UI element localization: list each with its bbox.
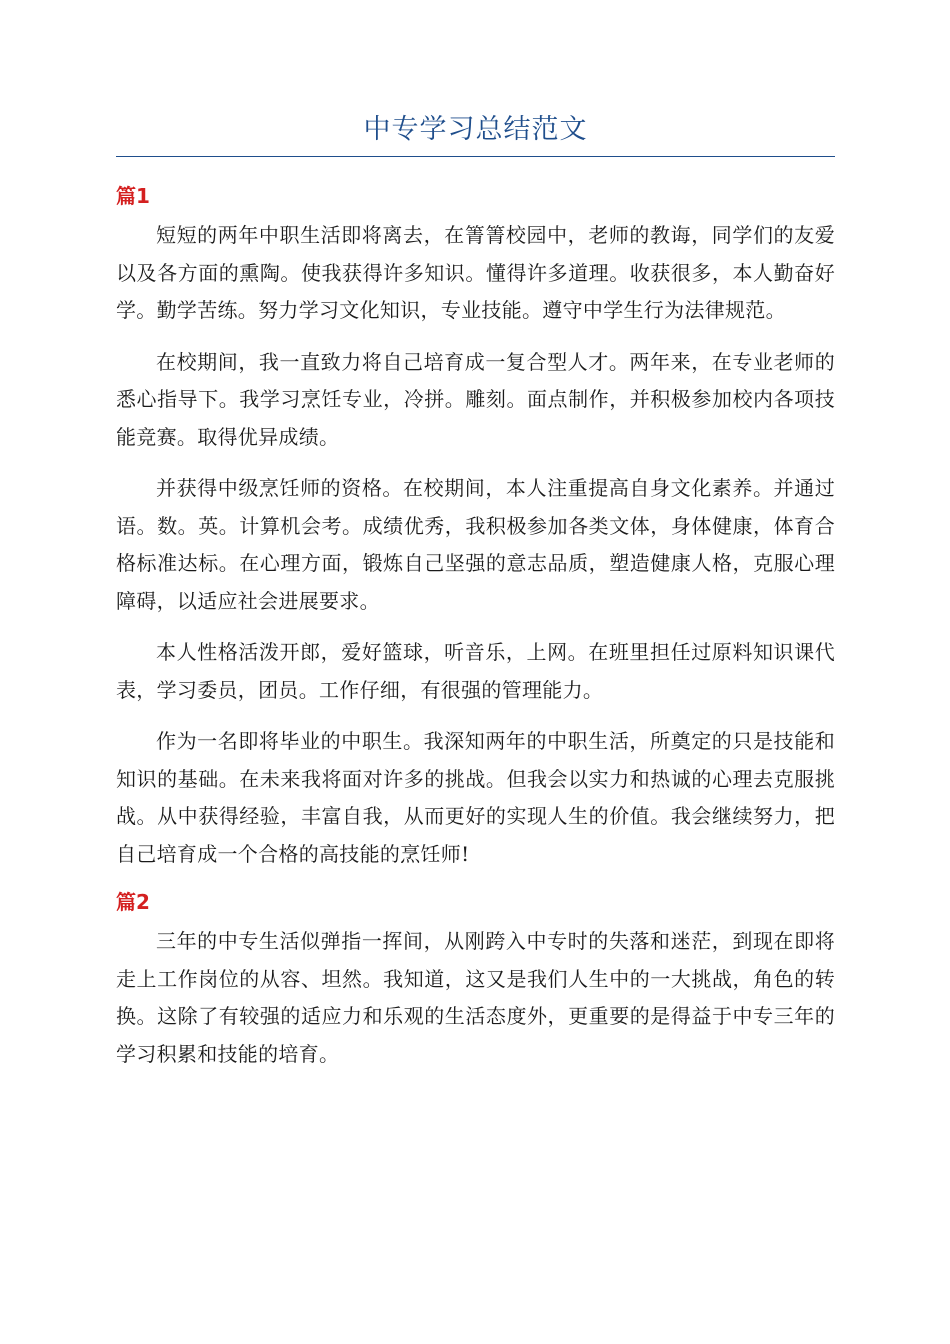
section-heading: 篇1 xyxy=(116,184,150,208)
paragraph: 三年的中专生活似弹指一挥间，从刚跨入中专时的失落和迷茫，到现在即将走上工作岗位的从容、坦然。我知道，这又是我们人生中的一大挑战，角色的转换。这除了有较强的适应力和乐观的生活态度外，更重要的是得益于中专三年的学习积累和技能的培育。 xyxy=(116,929,835,1066)
paragraph: 并获得中级烹饪师的资格。在校期间，本人注重提高自身文化素养。并通过语。数。英。计算机会考。成绩优秀，我积极参加各类文体，身体健康，体育合格标准达标。在心理方面，锻炼自己坚强的意志品质，塑造健康人格，克服心理障碍，以适应社会进展要求。 xyxy=(116,476,835,613)
page-title: 中专学习总结范文 xyxy=(363,114,588,145)
section-1 xyxy=(116,181,835,873)
paragraph: 作为一名即将毕业的中职生。我深知两年的中职生活，所奠定的只是技能和知识的基础。在未来我将面对许多的挑战。但我会以实力和热诚的心理去克服挑战。从中获得经验，丰富自我，从而更好的实现人生的价值。我会继续努力，把自己培育成一个合格的高技能的烹饪师! xyxy=(116,729,835,866)
section-2 xyxy=(116,887,835,1073)
title-divider xyxy=(116,156,835,157)
section-heading: 篇2 xyxy=(116,890,150,914)
paragraph: 短短的两年中职生活即将离去，在箐箐校园中，老师的教诲，同学们的友爱以及各方面的熏陶。使我获得许多知识。懂得许多道理。收获很多，本人勤奋好学。勤学苦练。努力学习文化知识，专业技能。遵守中学生行为法律规范。 xyxy=(116,223,835,322)
paragraph: 在校期间，我一直致力将自己培育成一复合型人才。两年来，在专业老师的悉心指导下。我学习烹饪专业，冷拼。雕刻。面点制作，并积极参加校内各项技能竞赛。取得优异成绩。 xyxy=(116,349,835,449)
paragraph: 本人性格活泼开郎，爱好篮球，听音乐，上网。在班里担任过原料知识课代表，学习委员，团员。工作仔细，有很强的管理能力。 xyxy=(116,640,835,702)
document-page xyxy=(116,110,835,1087)
